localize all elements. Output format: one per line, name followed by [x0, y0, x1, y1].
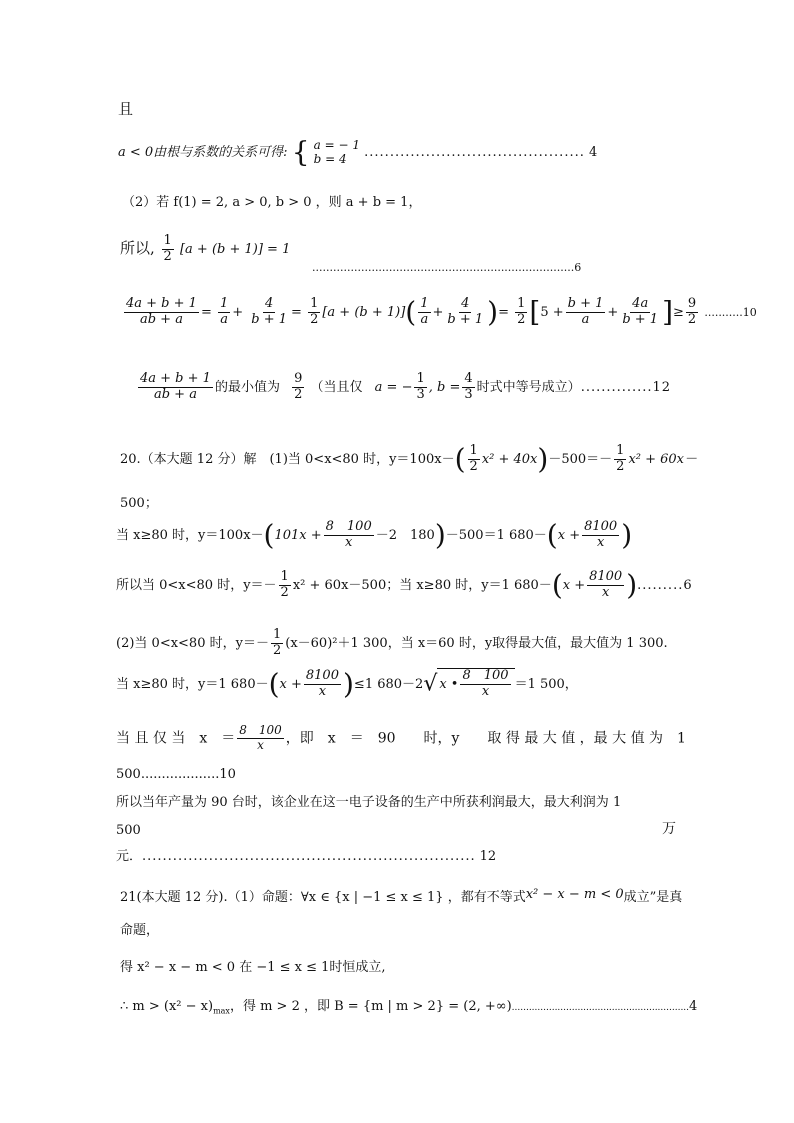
leader-dots: ...........................................: [364, 144, 585, 160]
line-q20-part1: 20.（本大题 12 分）解 (1)当 0<x<80 时，y＝100x－( $\frac{1}{2}$ x² + 40x)－500＝－ $\frac{1}{2}$ x² + 60x－: [120, 442, 698, 476]
line-minimum-value: [136, 372, 671, 403]
line-q21: 21(本大题 12 分).（1）命题：∀x ∈ {x | −1 ≤ x ≤ 1} ，都有不等式x² − x − m < 0成立”是真: [120, 887, 683, 905]
score-mark: 6: [574, 261, 582, 274]
lhs-fraction: $\frac{4a + b + 1}{ab + a}$: [126, 296, 197, 327]
min-text: 的最小值为: [214, 379, 280, 395]
score-mark: 4: [689, 999, 698, 1014]
frac-1-a-2: $\frac{1}{a}$: [420, 296, 429, 327]
line-equality-90: 当 且 仅 当 x ＝ $\frac{8 100}{x}$ ，即 x ＝ 90 时，y 取 得 最 大 值 ，最 大 值 为 1: [116, 723, 686, 752]
frac-b1-a: $\frac{b + 1}{a}$: [567, 296, 604, 327]
frac-half-2: $\frac{1}{2}$: [517, 296, 526, 327]
line-proposition: 命题，: [120, 923, 160, 938]
max-subscript: max: [213, 1006, 230, 1016]
q20-half: $\frac{1}{2}$: [469, 443, 478, 474]
line-yuan: 元．................................................................. 12: [116, 849, 497, 864]
line-500: 500；: [120, 496, 158, 511]
system-eq-b: b = 4: [313, 152, 347, 167]
frac-8100-x-4: $\frac{8100}{x}$: [305, 668, 339, 699]
system-equations: [314, 138, 360, 167]
min-value-fraction: $\frac{9}{2}$: [294, 371, 303, 402]
leader-dots-6: ...........................................................................6: [312, 261, 582, 274]
line-wan: 万: [662, 821, 676, 837]
b-fraction: $\frac{4}{3}$: [464, 371, 473, 402]
frac-8100-x-2: $\frac{8100}{x}$: [584, 519, 618, 550]
a-fraction: $\frac{1}{3}$: [416, 371, 425, 402]
line-so-equation: [120, 234, 290, 265]
frac-half-1: $\frac{1}{2}$: [310, 296, 319, 327]
frac-nine-half: $\frac{9}{2}$: [687, 296, 697, 327]
score-mark: 4: [589, 144, 598, 160]
a-equals: a = −: [374, 379, 413, 395]
line-1500: 500: [116, 823, 141, 838]
b-equals: , b =: [428, 379, 461, 395]
frac-8100-x-3: $\frac{8100}{x}$: [589, 569, 623, 600]
leader-dots-4: ..............................................................: [511, 1003, 690, 1013]
leader-dots-10: ...........10: [704, 305, 757, 319]
line-root-coefficient: [118, 135, 598, 169]
line-conclusion: 所以当年产量为 90 台时，该企业在这一电子设备的生产中所获利润最大，最大利润为 1: [116, 795, 622, 810]
line-x-ge-80: 当 x≥80 时，y＝100x－(101x + $\frac{8 100}{x}$ －2 180)－500＝1 680－(x + $\frac{8100}{x}$ ): [116, 518, 633, 552]
so-equation-rest: [a + (b + 1)] = 1: [179, 241, 291, 257]
leader-dots-12b: .................................................................: [142, 849, 476, 864]
inequality: x² − x − m < 0: [525, 887, 624, 902]
line-summary-piecewise: 所以当 0<x<80 时，y＝－ $\frac{1}{2}$ x² + 60x－500；当 x≥80 时，y＝1 680－(x + $\frac{8100}{x}$ ).........6: [116, 568, 693, 602]
so-text: 所以,: [120, 238, 160, 257]
score-mark: 12: [479, 849, 497, 864]
line-amgm: 当 x≥80 时，y＝1 680－(x + $\frac{8100}{x}$ )≤1 680－2√ x • $\frac{8 100}{x}$ ＝1 500，: [116, 667, 578, 701]
line-inequality-chain: $\frac{4a + b + 1}{ab + a}$ = $\frac{1}{a}$ + $\frac{4}{b + 1}$ = $\frac{1}{2}$ [a + (b + 1)]( $\frac{1}{a}$ + $\frac{4}{b + 1}$ )= $\frac{1}{2}$ [5 + $\frac{b + 1}{a}$ + $\frac{4a}{b + 1}$ ]≥ $\frac{9}{2}$ ...........10: [126, 295, 757, 329]
leader-dots-12: ..............12: [580, 379, 672, 395]
half-frac: $\frac{1}{2}$: [280, 569, 289, 600]
frac-4-b1-2: $\frac{4}{b + 1}$: [447, 296, 484, 327]
root-coef-text: a < 0由根与系数的关系可得:: [118, 144, 292, 160]
frac-4-b1: $\frac{4}{b + 1}$: [251, 296, 288, 327]
leader-dots-6b: .........6: [637, 577, 693, 593]
frac-1-a: $\frac{1}{a}$: [219, 296, 229, 327]
line-holds: 得 x² − x − m < 0 在 −1 ≤ x ≤ 1时恒成立,: [120, 960, 386, 975]
line-qie: 且: [118, 100, 134, 118]
sum-bracket: [a + (b + 1)]: [322, 304, 406, 320]
half-frac-2: $\frac{1}{2}$: [272, 627, 282, 658]
half-fraction: $\frac{1}{2}$: [163, 233, 172, 264]
equality-condition: （当且仅: [310, 379, 363, 395]
frac-8100-x-5: $\frac{8 100}{x}$: [239, 723, 282, 752]
equality-holds: 时式中等号成立）: [476, 379, 581, 395]
five-plus: 5 +: [540, 304, 564, 320]
line-m-range: ∴ $m > (x^2 - x)_{max}$，得 m > 2 ，即 B = {m | m > 2} = (2, +∞)..............................................................4: [120, 999, 698, 1016]
line-part2-max: (2)当 0<x<80 时，y＝－ $\frac{1}{2}$ (x－60)²＋1 300，当 x＝60 时，y取得最大值，最大值为 1 300.: [116, 627, 668, 658]
frac-4a-b1: $\frac{4a}{b + 1}$: [622, 296, 659, 327]
frac-8100-x: $\frac{8 100}{x}$: [325, 519, 372, 550]
line-1500-score: 500...................10: [116, 767, 236, 782]
q20-half-2: $\frac{1}{2}$: [616, 443, 625, 474]
line-part2-condition: （2）若 f(1) = 2, a > 0, b > 0 ，则 a + b = 1，: [122, 195, 422, 210]
min-fraction: $\frac{4a + b + 1}{ab + a}$: [140, 371, 211, 402]
system-brace: {: [291, 135, 310, 169]
system-eq-a: a = − 1: [313, 138, 361, 152]
sqrt-term: x • $\frac{8 100}{x}$: [437, 668, 514, 700]
